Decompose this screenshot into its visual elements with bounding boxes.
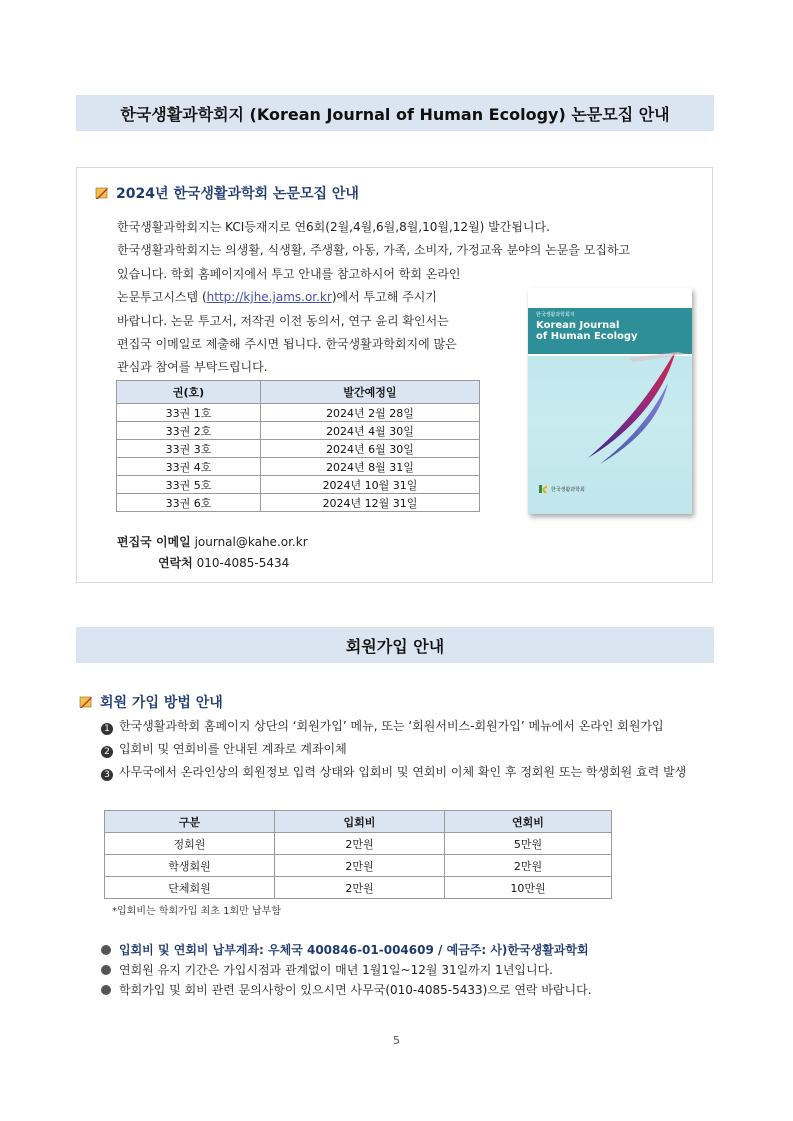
- membership-step: [101, 717, 664, 735]
- date-cell: 2024년 10월 31일: [261, 476, 480, 494]
- cover-english-title-line1: Korean Journal: [536, 320, 620, 331]
- email-label: 편집국 이메일: [117, 535, 191, 549]
- bullet-dot-icon: [101, 985, 111, 995]
- entry-fee-cell: 2만원: [275, 855, 445, 877]
- step-text: 입회비 및 연회비를 안내된 계좌로 계좌이체: [119, 742, 347, 756]
- column-header-annual-fee: 연회비: [445, 811, 612, 833]
- volume-cell: 33권 3호: [117, 440, 261, 458]
- step-number-badge: 3: [101, 769, 113, 781]
- membership-step: [101, 763, 686, 781]
- annual-fee-cell: 5만원: [445, 833, 612, 855]
- table-row: [117, 404, 480, 422]
- cover-publisher-name: 한국생활과학회: [551, 486, 585, 493]
- date-cell: 2024년 6월 30일: [261, 440, 480, 458]
- link-suffix-text: )에서 투고해 주시기: [331, 290, 437, 305]
- entry-fee-cell: 2만원: [275, 877, 445, 899]
- step-number-badge: 2: [101, 746, 113, 758]
- contact-phone-line: [158, 554, 289, 571]
- cover-swoosh-graphic: [528, 288, 692, 514]
- column-header-entry-fee: 입회비: [275, 811, 445, 833]
- submission-system-link[interactable]: http://kjhe.jams.or.kr: [206, 290, 332, 305]
- bullet-text: 입회비 및 연회비 납부계좌: 우체국 400846-01-004609 / 예금주: 사)한국생활과학회: [119, 943, 589, 957]
- paragraph-line: 한국생활과학회지는 KCI등재지로 연6회(2월,4월,6월,8월,10월,12월) 발간됩니다.: [117, 220, 550, 234]
- cover-english-title-line2: of Human Ecology: [536, 331, 638, 342]
- phone-value: 010-4085-5434: [196, 556, 290, 570]
- link-prefix-text: 논문투고시스템 (: [117, 290, 207, 305]
- membership-heading: [78, 692, 223, 712]
- table-header-row: [105, 811, 612, 833]
- cover-publisher-logo: [538, 484, 585, 494]
- paragraph-line: 있습니다. 학회 홈페이지에서 투고 안내를 참고하시어 학회 온라인: [117, 266, 461, 281]
- volume-cell: 33권 2호: [117, 422, 261, 440]
- table-row: [117, 458, 480, 476]
- bullet-text: 학회가입 및 회비 관련 문의사항이 있으시면 사무국(010-4085-5433)으로 연락 바랍니다.: [119, 983, 592, 997]
- call-for-papers-title: 2024년 한국생활과학회 논문모집 안내: [116, 186, 359, 202]
- membership-fee-table: [104, 810, 612, 899]
- date-cell: 2024년 8월 31일: [261, 458, 480, 476]
- step-number-badge: 1: [101, 723, 113, 735]
- column-header-volume: 권(호): [117, 381, 261, 404]
- step-text: 한국생활과학회 홈페이지 상단의 ‘회원가입’ 메뉴, 또는 ‘회원서비스-회원가입’ 메뉴에서 온라인 회원가입: [119, 719, 664, 733]
- annual-fee-cell: 2만원: [445, 855, 612, 877]
- table-row: [117, 422, 480, 440]
- table-row: [105, 877, 612, 899]
- column-header-date: 발간예정일: [261, 381, 480, 404]
- cover-korean-title: 한국생활과학회지: [536, 312, 575, 318]
- journal-cover-image: [528, 288, 692, 514]
- bank-account-bullet: [101, 941, 589, 958]
- paragraph-line: 한국생활과학회지는 의생활, 식생활, 주생활, 아동, 가족, 소비자, 가정교육 분야의 논문을 모집하고: [117, 243, 631, 258]
- date-cell: 2024년 4월 30일: [261, 422, 480, 440]
- table-header-row: [117, 381, 480, 404]
- editorial-email-line: [117, 533, 308, 550]
- volume-cell: 33권 5호: [117, 476, 261, 494]
- pencil-flag-icon: [78, 694, 94, 710]
- email-value: journal@kahe.or.kr: [194, 535, 308, 549]
- table-row: [117, 476, 480, 494]
- bullet-dot-icon: [101, 965, 111, 975]
- step-text: 사무국에서 온라인상의 회원정보 입력 상태와 입회비 및 연회비 이체 확인 후 정회원 또는 학생회원 효력 발생: [119, 765, 687, 779]
- membership-title: 회원 가입 방법 안내: [100, 695, 223, 711]
- date-cell: 2024년 12월 31일: [261, 494, 480, 512]
- volume-cell: 33권 1호: [117, 404, 261, 422]
- table-row: [117, 494, 480, 512]
- category-cell: 학생회원: [105, 855, 275, 877]
- bullet-text: 연회원 유지 기간은 가입시점과 관계없이 매년 1월1일~12월 31일까지 1년입니다.: [119, 963, 553, 977]
- bullet-dot-icon: [101, 945, 111, 955]
- date-cell: 2024년 2월 28일: [261, 404, 480, 422]
- paragraph-line: 관심과 참여를 부탁드립니다.: [117, 360, 268, 375]
- call-for-papers-heading: [94, 183, 359, 203]
- category-cell: 단체회원: [105, 877, 275, 899]
- membership-step: [101, 740, 347, 758]
- entry-fee-cell: 2만원: [275, 833, 445, 855]
- page-number: 5: [393, 1034, 400, 1047]
- phone-label: 연락처: [158, 556, 193, 570]
- publication-schedule-table: [116, 380, 480, 512]
- table-row: [105, 855, 612, 877]
- column-header-category: 구분: [105, 811, 275, 833]
- fee-footnote: *입회비는 학회가입 최초 1회만 납부함: [112, 906, 281, 917]
- table-row: [117, 440, 480, 458]
- category-cell: 정회원: [105, 833, 275, 855]
- annual-fee-cell: 10만원: [445, 877, 612, 899]
- pencil-flag-icon: [94, 185, 110, 201]
- volume-cell: 33권 4호: [117, 458, 261, 476]
- section-banner-membership: 회원가입 안내: [76, 627, 714, 663]
- section-banner-call-for-papers: 한국생활과학회지 (Korean Journal of Human Ecology) 논문모집 안내: [76, 95, 714, 131]
- table-row: [105, 833, 612, 855]
- paragraph-line: 바랍니다. 논문 투고서, 저작권 이전 동의서, 연구 윤리 확인서는: [117, 313, 449, 328]
- society-logo-icon: [538, 484, 548, 494]
- inquiry-bullet: [101, 981, 592, 998]
- membership-period-bullet: [101, 961, 553, 978]
- paragraph-line: 편집국 이메일로 제출해 주시면 됩니다. 한국생활과학회지에 많은: [117, 336, 457, 351]
- volume-cell: 33권 6호: [117, 494, 261, 512]
